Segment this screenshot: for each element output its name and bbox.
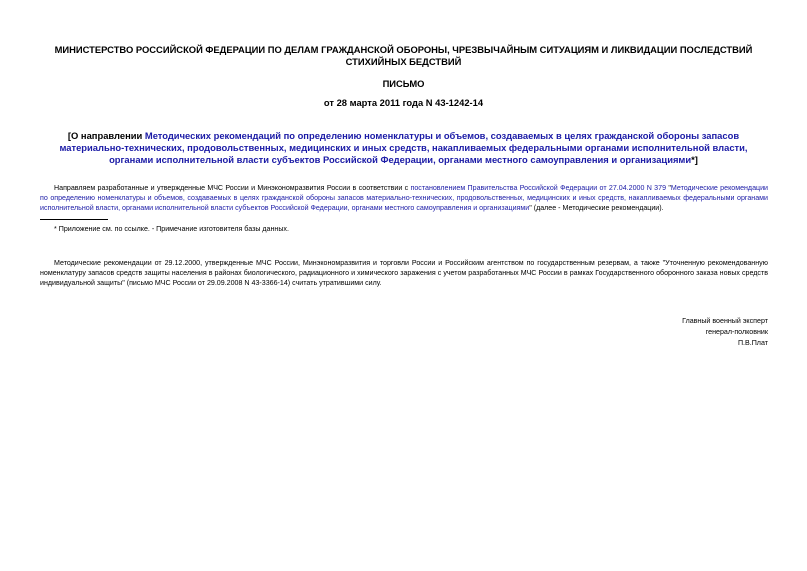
subject-open: [О направлении (67, 130, 145, 141)
document-type: ПИСЬМО (382, 78, 425, 89)
signature-rank: генерал-полковник (705, 328, 768, 336)
document-subject (44, 130, 763, 166)
p1-end: " (далее - Методические рекомендации). (529, 204, 664, 212)
document-date: от 28 марта 2011 года N 43-1242-14 (323, 97, 484, 108)
body-paragraph-1 (40, 183, 768, 213)
p1-start: Направляем разработанные и утвержденные МЧС России и Минэкономразвития России в соответствии с (54, 184, 411, 192)
subject-link[interactable]: Методических рекомендаций по определению номенклатуры и объемов, создаваемых в целях гражданской обороны запасов материально-технических, продовольственных, медицинских и иных средств, накапливаемых федеральными органами исполнительной власти, органами исполнительной власти субъектов Российской Федерации, органами местного самоуправления и организациями (59, 130, 748, 165)
signature-name: П.В.Плат (737, 339, 768, 347)
ministry-heading: МИНИСТЕРСТВО РОССИЙСКОЙ ФЕДЕРАЦИИ ПО ДЕЛАМ ГРАЖДАНСКОЙ ОБОРОНЫ, ЧРЕЗВЫЧАЙНЫМ СИТУАЦИЯМ И ЛИКВИДАЦИИ ПОСЛЕДСТВИЙ СТИХИЙНЫХ БЕДСТВИЙ (54, 44, 753, 67)
government-decree-link[interactable]: постановлением Правительства Российской Федерации от 27.04.2000 N 379 (410, 184, 667, 192)
body-paragraph-2: Методические рекомендации от 29.12.2000, утвержденные МЧС России, Минэкономразвития и торговли России и Российским агентством по государственным резервам, а также "Уточненную рекомендованную номенклатуру запасов средств защиты населения в районах биологического, радиационного и химического заражения с учетом разработанных МЧС России в рамках Государственного оборонного заказа новых средств индивидуальной защиты" (письмо МЧС России от 29.09.2008 N 43-3366-14) считать утратившими силу. (40, 259, 768, 287)
p1-mid: " (666, 184, 671, 192)
footnote: * Приложение см. по ссылке. - Примечание изготовителя базы данных. (54, 225, 289, 233)
methodical-recommendations-link[interactable]: Методические рекомендации по определению номенклатуры и объемов, создаваемых в целях гражданской обороны запасов материально-технических, продовольственных, медицинских и иных средств, накапливаемых федеральными органами исполнительной власти, органами исполнительной власти субъектов Российской Федерации, органами местного самоуправления и организациями (40, 184, 769, 212)
signature-block (682, 316, 768, 349)
subject-close: *] (691, 154, 698, 165)
footnote-divider (40, 219, 108, 220)
signature-title: Главный военный эксперт (682, 317, 768, 325)
